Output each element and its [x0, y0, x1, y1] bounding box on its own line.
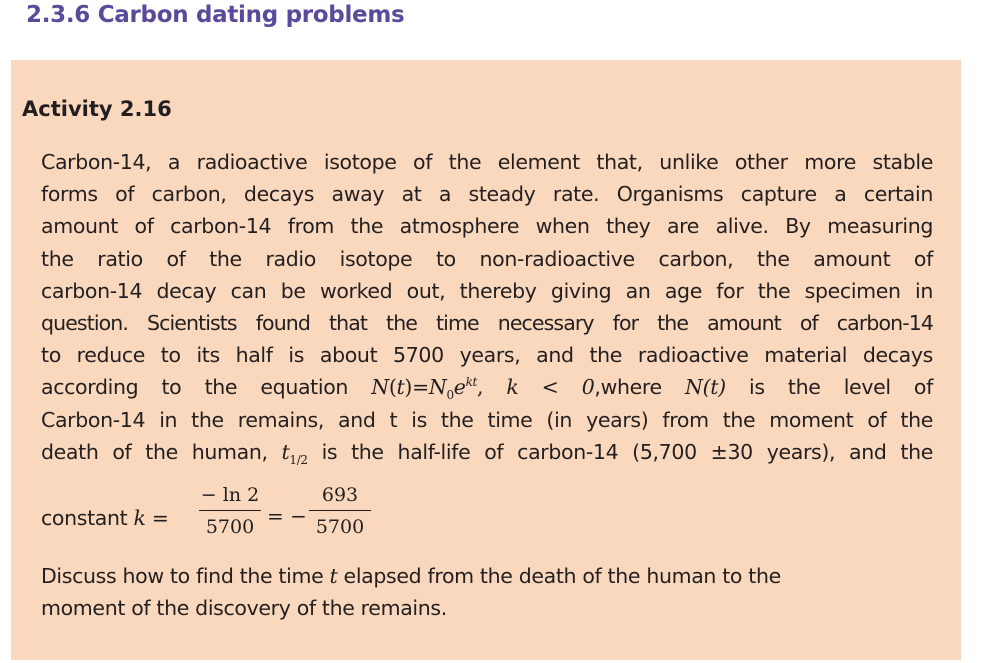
- body-line: to reduce to its half is about 5700 years, and the radioactive material decays: [41, 343, 933, 368]
- body-line: the ratio of the radio isotope to non-radioactive carbon, the amount of: [41, 246, 933, 271]
- eq-mid-text: ,where: [594, 375, 662, 400]
- question-line: moment of the discovery of the remains.: [41, 596, 447, 621]
- decay-equation: $N(t)=N_0e^{kt}$,: [371, 375, 484, 403]
- constant-k-formula: constant k = − ln 2 5700 = − 693 5700: [41, 480, 641, 556]
- activity-title: Activity 2.16: [22, 97, 172, 121]
- equation-line: [41, 371, 933, 403]
- section-title: 2.3.6 Carbon dating problems: [26, 2, 405, 28]
- body-line: Carbon-14 in the remains, and t is the time (in years) from the moment of the: [41, 407, 933, 432]
- activity-body: [41, 146, 933, 468]
- question-text: [41, 560, 933, 624]
- body-line: carbon-14 decay can be worked out, thereby giving an age for the specimen in: [41, 278, 933, 303]
- question-line: Discuss how to find the time t elapsed from the death of the human to the: [41, 564, 781, 588]
- body-line: amount of carbon-14 from the atmosphere when they are alive. By measuring: [41, 214, 933, 239]
- fraction-ln2: − ln 2 5700: [200, 484, 260, 538]
- constant-label: constant: [41, 506, 128, 530]
- eq-pre-text: according to the equation: [41, 375, 349, 400]
- body-line: Carbon-14, a radioactive isotope of the element that, unlike other more stable: [41, 150, 933, 174]
- body-line: forms of carbon, decays away at a steady rate. Organisms capture a certain: [41, 182, 933, 207]
- nt-symbol: N(t): [685, 375, 726, 400]
- half-life-line: death of the human, $t_{1/2}$ is the half-life of carbon-14 (5,700 ±30 years), and the: [41, 439, 934, 467]
- body-line: question. Scientists found that the time necessary for the amount of carbon-14: [41, 311, 933, 336]
- eq-post-text: is the level of: [749, 375, 933, 400]
- fraction-693: 693 5700: [309, 480, 371, 541]
- activity-box: [11, 60, 961, 660]
- half-life-symbol: t: [281, 439, 290, 464]
- k-condition: k < 0: [506, 375, 595, 400]
